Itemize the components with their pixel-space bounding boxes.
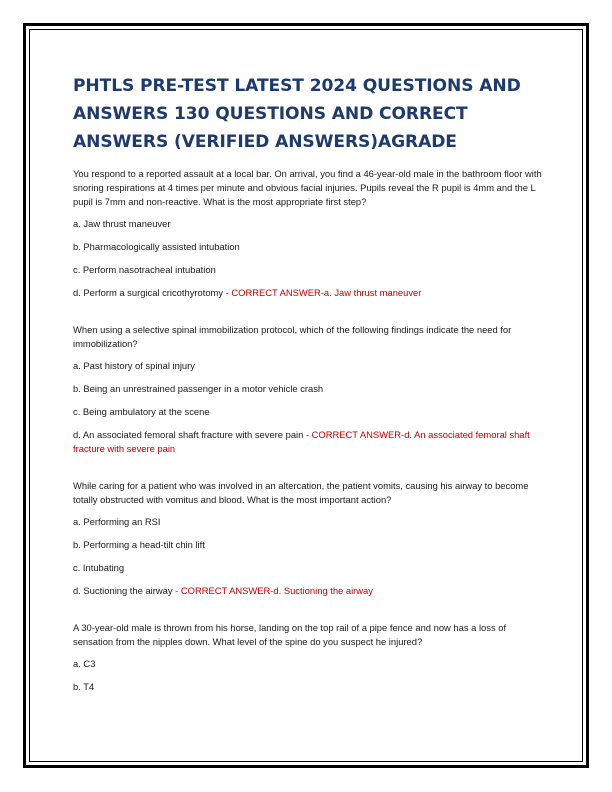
question-1-text: You respond to a reported assault at a local bar. On arrival, you find a 46-year-old male in the bathroom floor with snoring respirations at 4 times per minute and obvious facial injuries. Pupils reveal the R pupil is 4mm and the L pupil is 7mm and non-reactive. What is the most appropriate first step? [73, 168, 542, 207]
question-4-option-a: a. C3 [73, 658, 96, 669]
spacer [73, 607, 545, 621]
spacer [73, 309, 545, 323]
question-1-option-b: b. Pharmacologically assisted intubation [73, 241, 240, 252]
question-1-option-c: c. Perform nasotracheal intubation [73, 264, 216, 275]
question-2-correct-answer: - CORRECT ANSWER-d. An associated femoral shaft fracture with severe pain [73, 429, 530, 454]
question-3-option-d [73, 584, 545, 598]
question-2-option-d-label: d. An associated femoral shaft fracture with severe pain [73, 429, 304, 440]
spacer [73, 465, 545, 479]
question-2-option-a: a. Past history of spinal injury [73, 360, 195, 371]
document-body [73, 72, 545, 703]
question-3-option-d-label: d. Suctioning the airway [73, 585, 173, 596]
question-3-option-b: b. Performing a head-tilt chin lift [73, 539, 205, 550]
question-2-option-c: c. Being ambulatory at the scene [73, 406, 210, 417]
question-3-text: While caring for a patient who was involved in an altercation, the patient vomits, causing his airway to become totally obstructed with vomitus and blood. What is the most important action? [73, 480, 529, 505]
question-2-option-d [73, 428, 545, 456]
question-4-text: A 30-year-old male is thrown from his horse, landing on the top rail of a pipe fence and now has a loss of sensation from the nipples down. What level of the spine do you suspect he injured? [73, 622, 507, 647]
document-title: PHTLS PRE-TEST LATEST 2024 QUESTIONS AND ANSWERS 130 QUESTIONS AND CORRECT ANSWERS (VERIFIED ANSWERS)AGRADE [73, 76, 521, 152]
question-3-correct-answer: - CORRECT ANSWER-d. Suctioning the airway [172, 585, 373, 596]
question-1-option-d [73, 286, 545, 300]
question-3-option-c: c. Intubating [73, 562, 125, 573]
question-1-option-d-label: d. Perform a surgical cricothyrotomy [73, 287, 224, 298]
question-1-option-a: a. Jaw thrust maneuver [73, 218, 171, 229]
question-2-text: When using a selective spinal immobilization protocol, which of the following findings indicate the need for immobilization? [73, 324, 512, 349]
question-4-option-b: b. T4 [73, 681, 95, 692]
question-1-correct-answer: - CORRECT ANSWER-a. Jaw thrust maneuver [223, 287, 422, 298]
question-3-option-a: a. Performing an RSI [73, 516, 161, 527]
question-2-option-b: b. Being an unrestrained passenger in a motor vehicle crash [73, 383, 324, 394]
